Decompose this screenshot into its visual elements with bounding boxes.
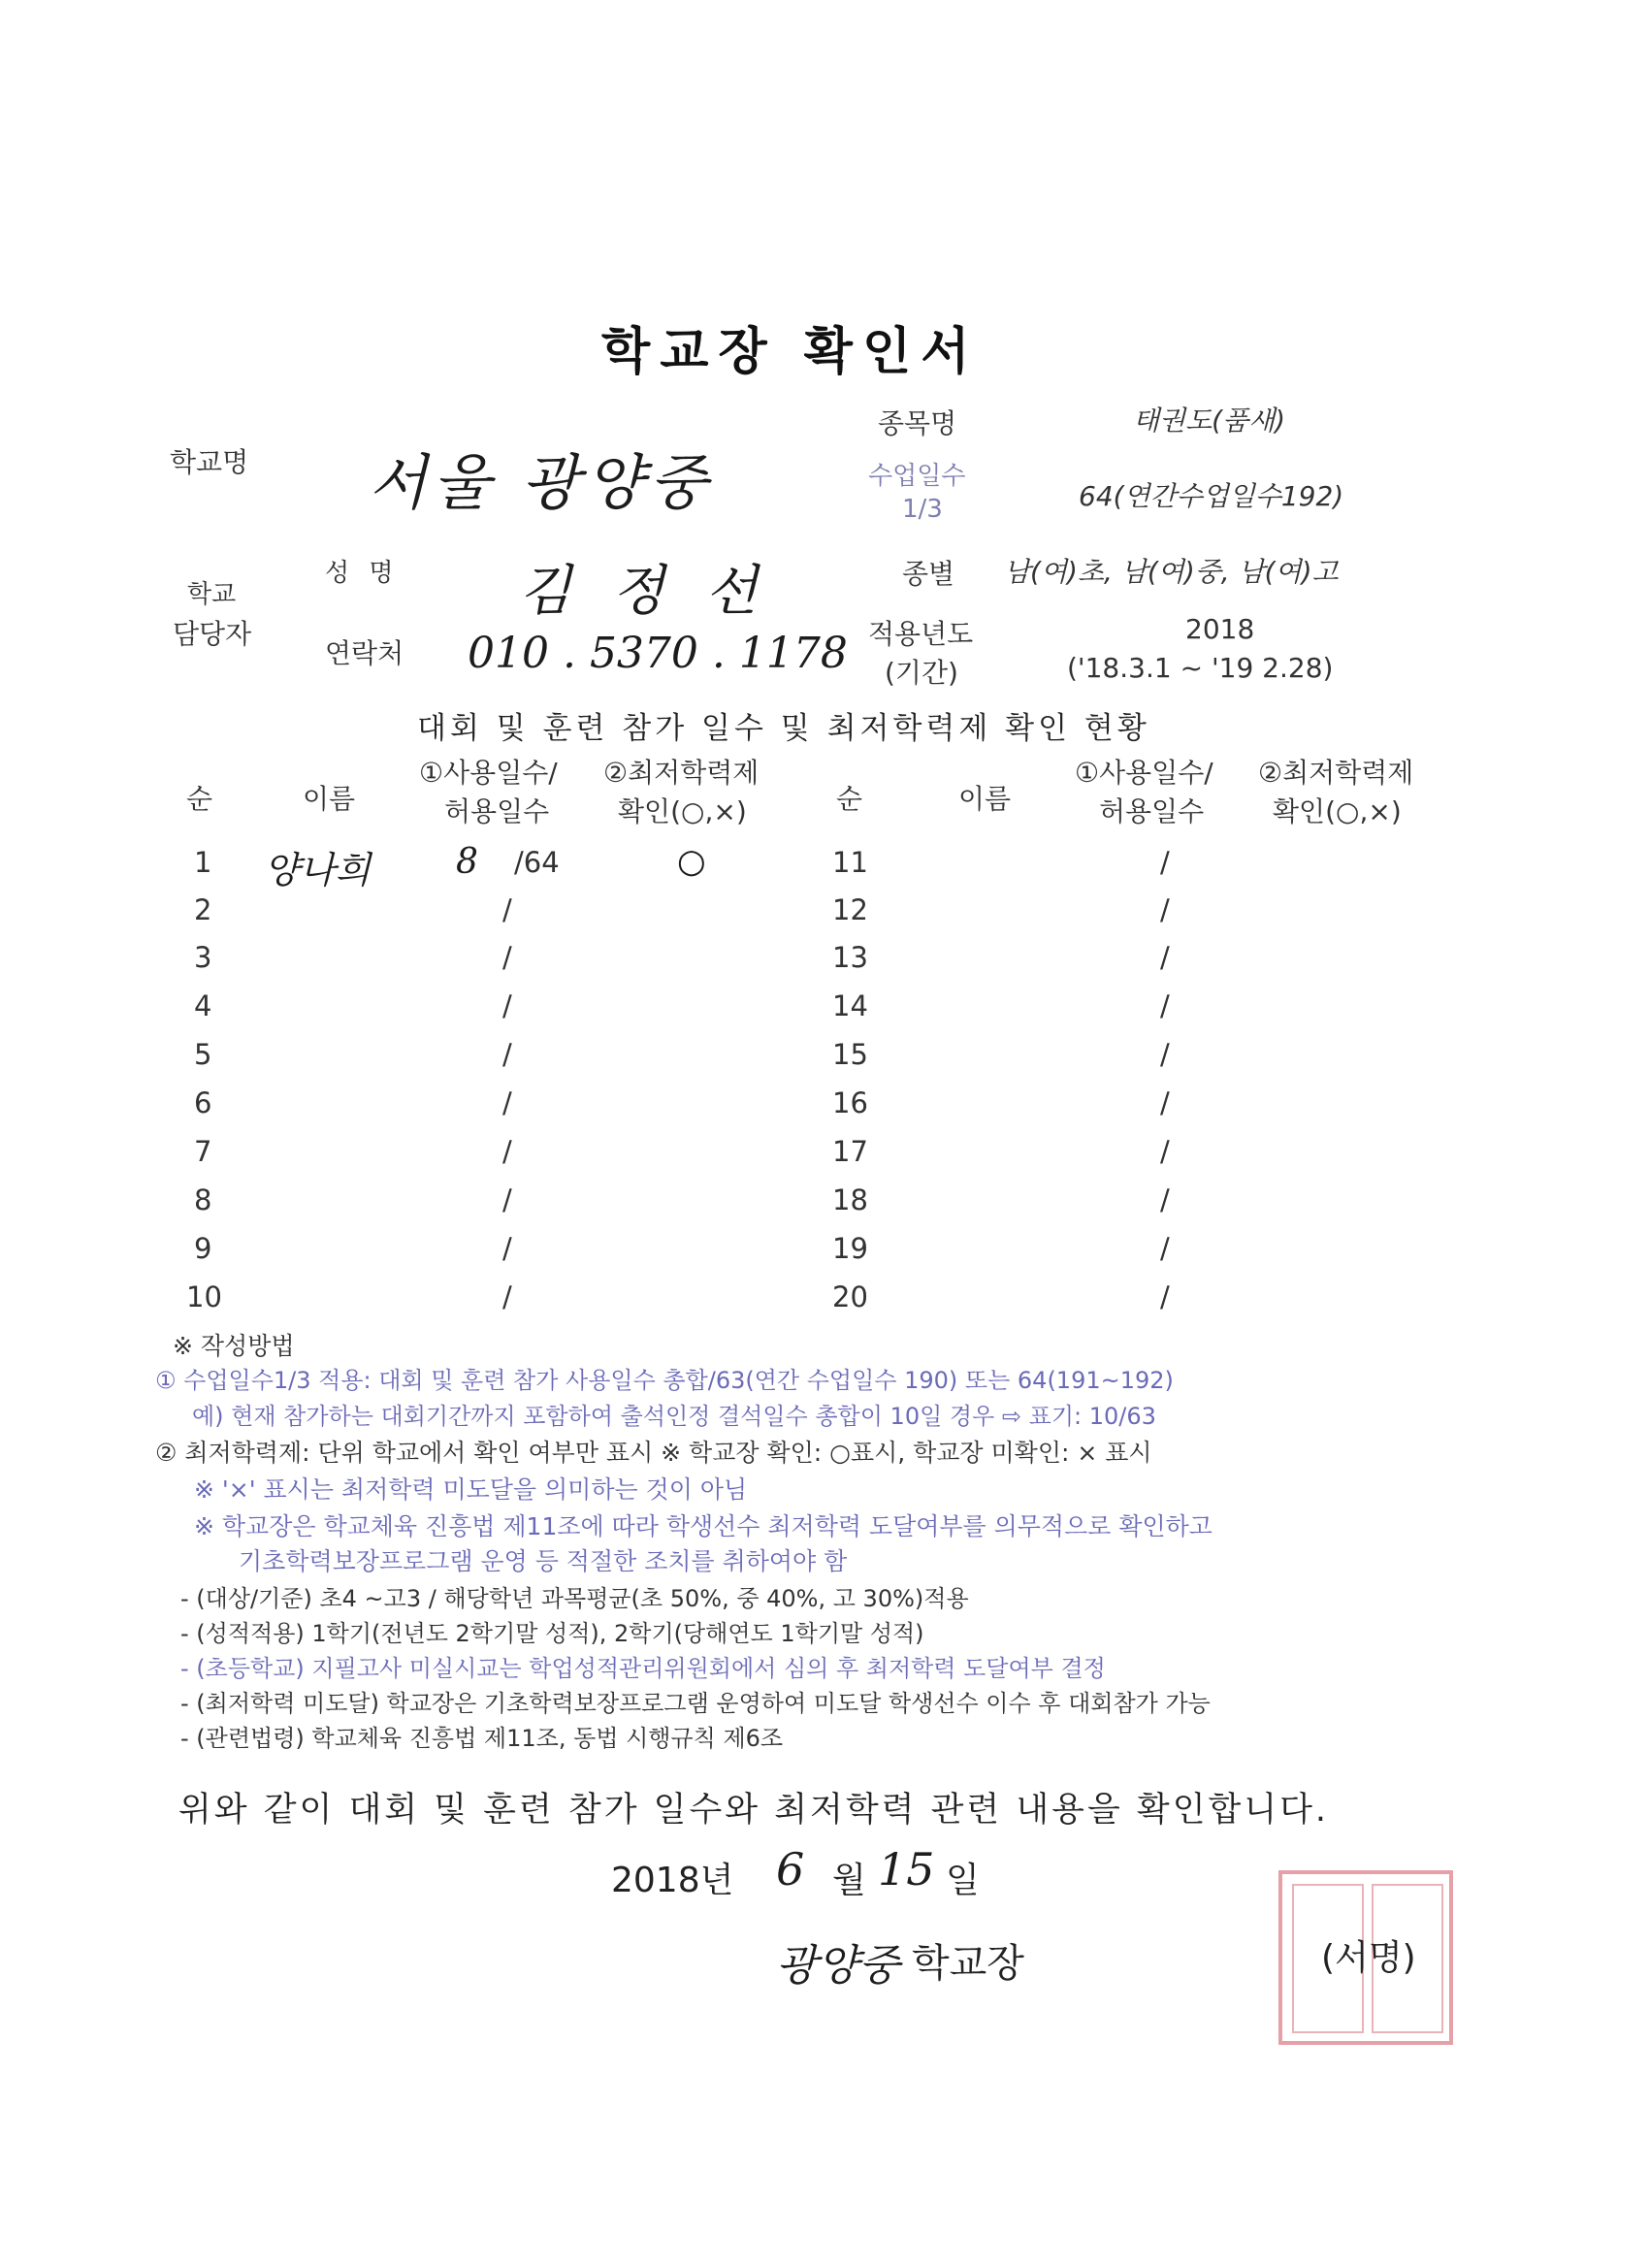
row-num: 7 [194,1135,212,1168]
period-label: (기간) [885,657,958,689]
row-slash-right: / [1160,1038,1170,1071]
contact-value: 010 . 5370 . 1178 [468,629,848,678]
row-slash-right: / [1160,893,1170,926]
header-check-sub-left: 확인(○,×) [618,795,747,827]
header-days-sub-right: 허용일수 [1099,795,1205,827]
row-num-right: 18 [832,1183,868,1216]
row-slash: / [502,1086,512,1119]
row-num-right: 17 [832,1135,868,1168]
note-detail-5: - (관련법령) 학교체육 진흥법 제11조, 동법 시행규칙 제6조 [180,1725,784,1752]
note-1-example: 예) 현재 참가하는 대회기간까지 포함하여 출석인정 결석일수 총합이 10일 경우 ⇨ 표기: 10/63 [192,1403,1156,1430]
contact-label: 연락처 [325,637,404,669]
date-day-unit: 일 [946,1861,980,1900]
table-row [0,989,1649,1028]
row-slash-right: / [1160,846,1170,879]
row-slash-right: / [1160,1280,1170,1313]
school-days-fraction-label: 1/3 [902,495,943,524]
row-num: 9 [194,1232,212,1265]
row-num-right: 16 [832,1086,868,1119]
note-2-a: ※ '×' 표시는 최저학력 미도달을 의미하는 것이 아님 [194,1475,748,1504]
table-row [0,1280,1649,1319]
note-detail-1: - (대상/기준) 초4 ~고3 / 해당학년 과목평균(초 50%, 중 40%, 고 30%)적용 [180,1585,969,1612]
row-num-right: 19 [832,1232,868,1265]
row-num-right: 20 [832,1280,868,1313]
note-detail-2: - (성적적용) 1학기(전년도 2학기말 성적), 2학기(당해연도 1학기말 성적) [180,1620,924,1647]
manager-name-value: 김 정 선 [519,560,769,623]
row-num: 3 [194,941,212,974]
row-slash: / [502,893,512,926]
row-slash: / [502,941,512,974]
row-slash: / [502,989,512,1022]
sport-value: 태권도(품새) [1133,405,1286,437]
signature-mark: (서명) [1321,1938,1416,1978]
row-num: 10 [186,1280,222,1313]
table-row [0,1183,1649,1222]
table-row [0,1038,1649,1077]
row-slash: / [502,1232,512,1265]
note-2-c: 기초학력보장프로그램 운영 등 적절한 조치를 취하여야 함 [239,1547,848,1575]
notes-heading: ※ 작성방법 [173,1332,295,1360]
document-title: 학교장 확인서 [601,323,980,381]
header-check-right: ②최저학력제 [1258,757,1414,789]
header-days-left: ①사용일수/ [419,757,558,789]
row-slash-right: / [1160,989,1170,1022]
school-name-label: 학교명 [170,446,249,478]
row-slash-right: / [1160,1183,1170,1216]
header-check-sub-right: 확인(○,×) [1273,795,1402,827]
row-allowed-days: /64 [514,846,560,879]
row-name: 양나희 [264,849,372,891]
header-name-left: 이름 [303,783,356,815]
note-1: ① 수업일수1/3 적용: 대회 및 훈련 참가 사용일수 총합/63(연간 수업일수 190) 또는 64(191~192) [155,1367,1174,1394]
row-slash: / [502,1135,512,1168]
note-detail-3: - (초등학교) 지필고사 미실시교는 학업성적관리위원회에서 심의 후 최저학력 도달여부 결정 [180,1655,1106,1682]
date-month-unit: 월 [832,1861,866,1900]
manager-label-school: 학교 [187,580,237,609]
row-num: 5 [194,1038,212,1071]
row-num: 1 [194,846,212,879]
header-num-left: 순 [186,783,213,815]
header-check-left: ②최저학력제 [603,757,760,789]
row-slash: / [502,1280,512,1313]
row-check: ○ [677,842,706,881]
header-days-sub-left: 허용일수 [444,795,550,827]
row-num: 4 [194,989,212,1022]
row-num: 2 [194,893,212,926]
row-num: 6 [194,1086,212,1119]
table-row [0,893,1649,932]
row-slash-right: / [1160,1232,1170,1265]
row-slash: / [502,1183,512,1216]
row-slash-right: / [1160,1086,1170,1119]
signature-school-name: 광양중 [776,1941,900,1991]
row-num-right: 15 [832,1038,868,1071]
table-subtitle: 대회 및 훈련 참가 일수 및 최저학력제 확인 현황 [417,711,1150,746]
header-num-right: 순 [836,783,863,815]
gender-label: 종별 [902,558,955,590]
row-num-right: 11 [832,846,868,879]
school-name-value: 서울 광양중 [369,447,714,518]
row-num-right: 12 [832,893,868,926]
note-detail-4: - (최저학력 미도달) 학교장은 기초학력보장프로그램 운영하여 미도달 학생선수 이수 후 대회참가 가능 [180,1690,1211,1717]
confirmation-text: 위와 같이 대회 및 훈련 참가 일수와 최저학력 관련 내용을 확인합니다. [178,1791,1330,1830]
year-value: 2018 [1185,613,1255,645]
row-num: 8 [194,1183,212,1216]
table-row [0,1135,1649,1174]
sport-label: 종목명 [878,407,957,439]
date-month-value: 6 [776,1843,805,1895]
signature-principal-title: 학교장 [912,1941,1024,1986]
table-row [0,1086,1649,1125]
year-label: 적용년도 [868,618,974,650]
manager-name-label: 성 명 [325,559,400,588]
header-days-right: ①사용일수/ [1075,757,1213,789]
row-slash-right: / [1160,1135,1170,1168]
table-row [0,1232,1649,1271]
row-slash: / [502,1038,512,1071]
note-2-b: ※ 학교장은 학교체육 진흥법 제11조에 따라 학생선수 최저학력 도달여부를 의무적으로 확인하고 [194,1512,1212,1540]
period-value: ('18.3.1 ~ '19 2.28) [1067,652,1334,684]
school-days-label: 수업일수 [868,462,966,491]
table-row [0,842,1649,891]
manager-label: 담당자 [173,618,252,650]
row-slash-right: / [1160,941,1170,974]
gender-value: 남(여)초, 남(여)중, 남(여)고 [1004,556,1339,588]
note-2: ② 최저학력제: 단위 학교에서 확인 여부만 표시 ※ 학교장 확인: ○표시, 학교장 미확인: × 표시 [155,1439,1152,1467]
table-row [0,941,1649,980]
school-days-value: 64(연간수업일수192) [1079,480,1344,512]
row-num-right: 14 [832,989,868,1022]
date-day-value: 15 [878,1843,935,1895]
row-num-right: 13 [832,941,868,974]
row-used-days: 8 [456,842,478,882]
date-year: 2018년 [611,1861,734,1900]
header-name-right: 이름 [958,783,1012,815]
